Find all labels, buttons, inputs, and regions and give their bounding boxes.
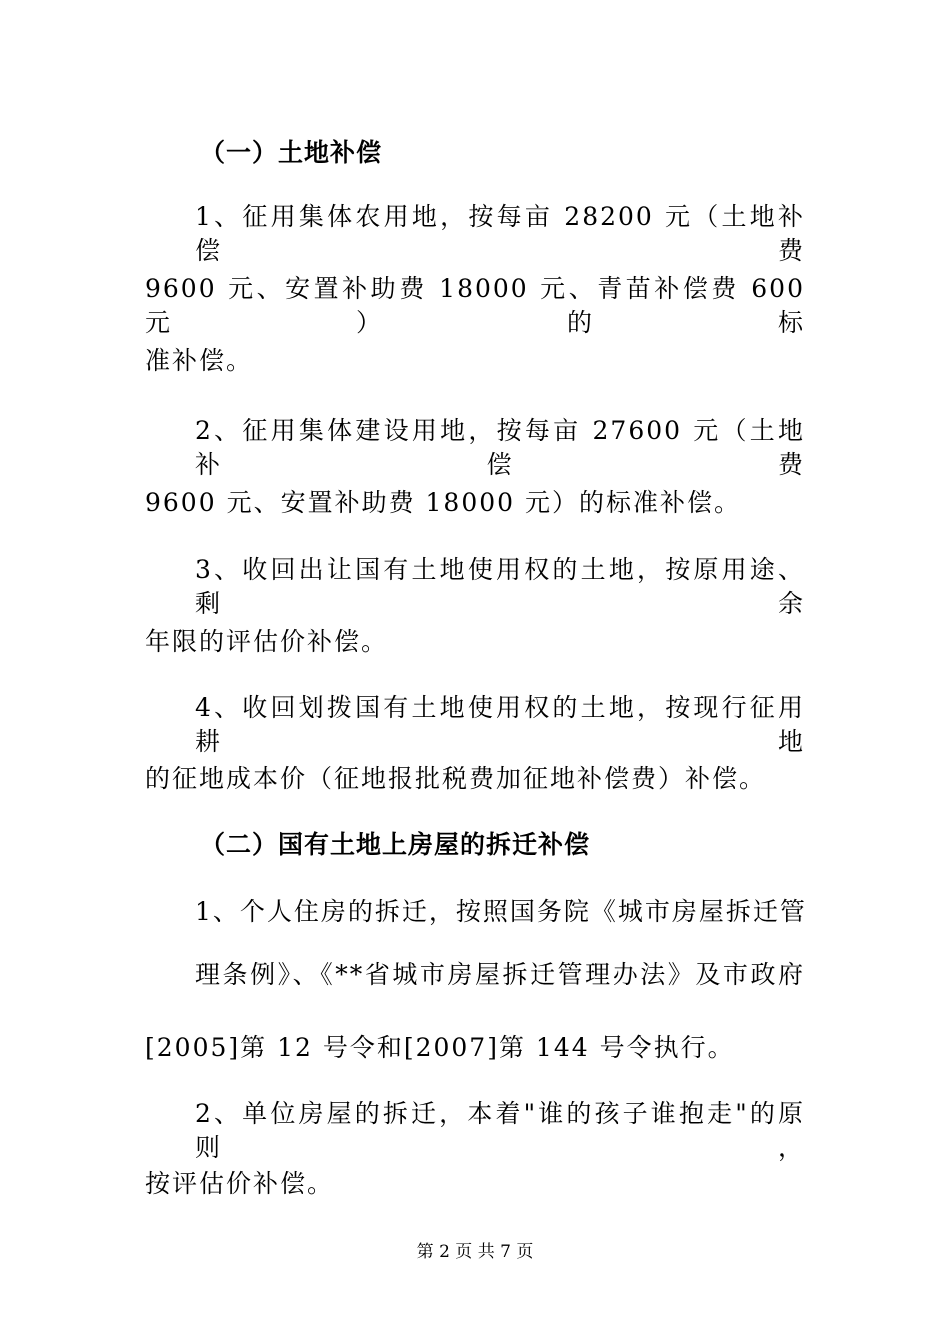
paragraph-line: 2、单位房屋的拆迁，本着"谁的孩子谁抱走"的原则，	[195, 1099, 805, 1162]
paragraph-line: 1、个人住房的拆迁，按照国务院《城市房屋拆迁管	[195, 897, 807, 926]
paragraph-line: 4、收回划拨国有土地使用权的土地，按现行征用耕地	[195, 693, 805, 756]
paragraph-line: 9600 元、安置补助费 18000 元、青苗补偿费 600 元）的标	[145, 274, 805, 337]
paragraph-line: 2、征用集体建设用地，按每亩 27600 元（土地补偿费	[195, 416, 805, 479]
paragraph-line: 按评估价补偿。	[145, 1169, 335, 1198]
paragraph-line: 理条例》、《**省城市房屋拆迁管理办法》及市政府	[195, 960, 805, 989]
paragraph-line: 1、征用集体农用地，按每亩 28200 元（土地补偿费	[195, 202, 805, 265]
paragraph-line: 3、收回出让国有土地使用权的土地，按原用途、剩余	[195, 555, 805, 618]
paragraph-line: 准补偿。	[145, 346, 254, 375]
section-heading-house-demolition: （二）国有土地上房屋的拆迁补偿	[200, 830, 591, 859]
page-number-footer: 第 2 页 共 7 页	[416, 1242, 534, 1262]
section-heading-land-compensation: （一）土地补偿	[200, 138, 383, 167]
paragraph-line: [2005]第 12 号令和[2007]第 144 号令执行。	[145, 1033, 735, 1062]
paragraph-line: 的征地成本价（征地报批税费加征地补偿费）补偿。	[145, 764, 767, 793]
paragraph-line: 年限的评估价补偿。	[145, 627, 389, 656]
paragraph-line: 9600 元、安置补助费 18000 元）的标准补偿。	[145, 488, 741, 517]
